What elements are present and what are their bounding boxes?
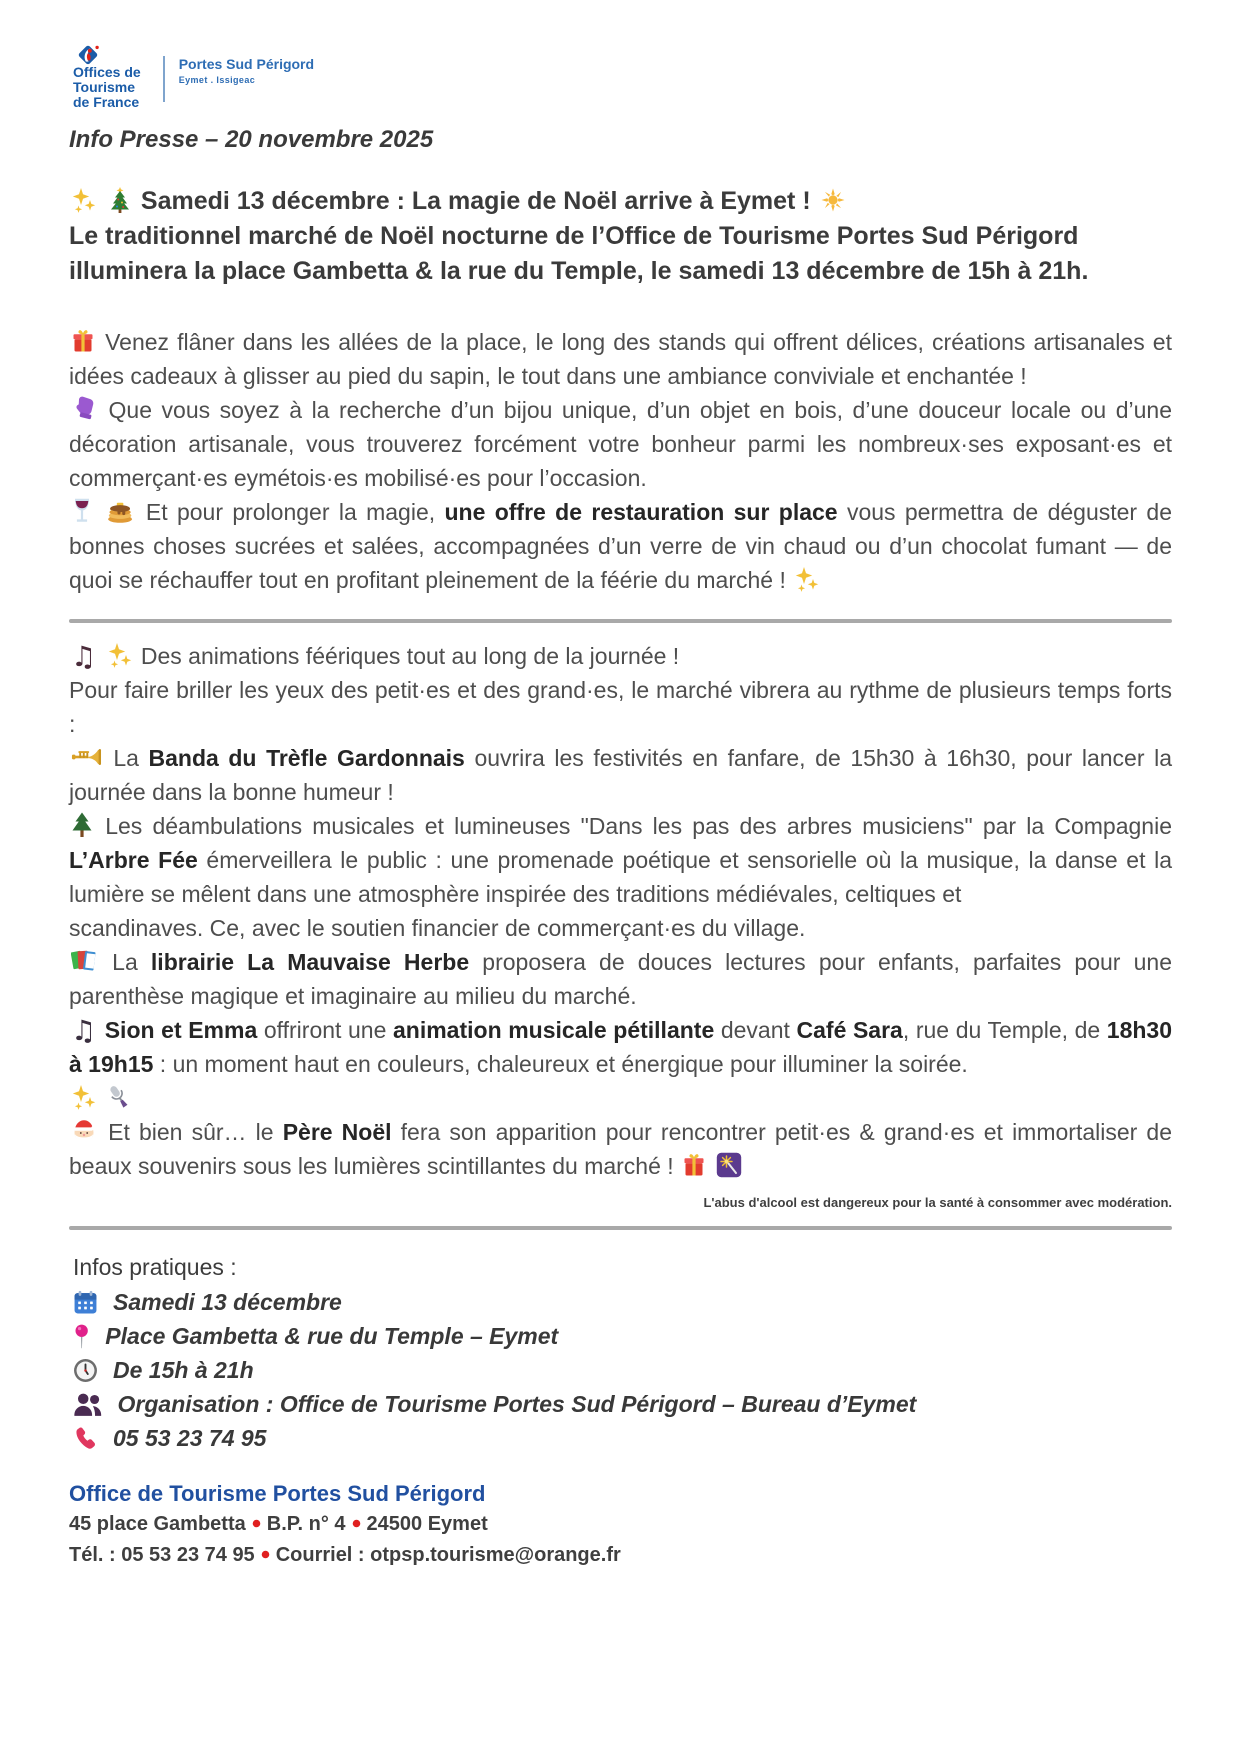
info-row-place xyxy=(71,1319,1172,1353)
infos-heading: Infos pratiques : xyxy=(73,1254,237,1280)
logo-brand-block xyxy=(179,44,314,85)
footer xyxy=(69,1481,1172,1569)
red-dot-icon xyxy=(248,1511,265,1538)
info-phone-label: 05 53 23 74 95 xyxy=(113,1424,267,1451)
logo-main xyxy=(73,44,141,110)
press-date-line: Info Presse – 20 novembre 2025 xyxy=(69,126,434,153)
paragraph-flaner: Venez flâner dans les allées de la place, le long des stands qui offrent délices, créations artisanales et idées cadeaux à glisser au pied du sapin, le tout dans une ambiance conviviale et enchantée ! xyxy=(69,325,1172,393)
sparkles-icon xyxy=(107,639,133,673)
info-row-hours xyxy=(71,1353,1172,1387)
logo-org-line: Offices de xyxy=(73,64,141,80)
gift-icon xyxy=(71,325,95,359)
musical-notes-icon: ♫ xyxy=(71,640,97,673)
sparkles-icon xyxy=(71,184,97,219)
pancakes-icon xyxy=(106,495,134,529)
calendar-icon xyxy=(73,1290,98,1315)
pine-tree-icon xyxy=(71,809,93,843)
people-icon xyxy=(73,1392,103,1417)
info-row-phone xyxy=(71,1421,1172,1455)
logo-block xyxy=(73,44,1172,110)
logo-divider xyxy=(163,56,165,102)
sparkles-icon xyxy=(71,1081,97,1115)
pin-icon xyxy=(73,1324,90,1349)
intro-paragraph: Le traditionnel marché de Noël nocturne de l’Office de Tourisme Portes Sud Périgord illuminera la place Gambetta & la rue du Temple, le samedi 13 décembre de 15h à 21h. xyxy=(69,222,1089,285)
info-row-date xyxy=(71,1285,1172,1319)
info-row-organisation xyxy=(71,1387,1172,1421)
section-divider-2 xyxy=(69,1226,1172,1230)
info-place-label: Place Gambetta & rue du Temple – Eymet xyxy=(105,1322,559,1349)
info-organisation-label: Organisation : Office de Tourisme Portes Sud Périgord – Bureau d’Eymet xyxy=(117,1390,917,1417)
books-icon xyxy=(71,945,97,979)
footer-org-name: Office de Tourisme Portes Sud Périgord xyxy=(69,1481,486,1506)
sparkles-icon xyxy=(794,563,820,597)
info-date-label: Samedi 13 décembre xyxy=(113,1288,342,1315)
page-title: Samedi 13 décembre : La magie de Noël arrive à Eymet ! xyxy=(69,184,1172,219)
trumpet-icon xyxy=(71,741,102,775)
alcohol-warning: L'abus d'alcool est dangereux pour la santé à consommer avec modération. xyxy=(703,1195,1172,1210)
wine-glass-icon xyxy=(71,495,93,529)
paragraph-briller: Pour faire briller les yeux des petit·es et des grand·es, le marché vibrera au rythme de plusieurs temps forts : xyxy=(69,677,1172,737)
logo-org-line: Tourisme xyxy=(73,79,135,95)
paragraph-pere-noel: Et bien sûr… le Père Noël fera son apparition pour rencontrer petit·es & grand·es et immortaliser de beaux souvenirs sous les lumières scintillantes du marché ! xyxy=(69,1115,1172,1183)
glove-icon xyxy=(71,393,97,427)
red-dot-icon xyxy=(257,1542,274,1569)
lead-section xyxy=(69,184,1172,289)
paragraph-librairie: La librairie La Mauvaise Herbe proposera de douces lectures pour enfants, parfaites pour une parenthèse magique et imaginaire au milieu du marché. xyxy=(69,945,1172,1013)
footer-contact: Tél. : 05 53 23 74 95 Courriel : otpsp.tourisme@orange.fr xyxy=(69,1542,1172,1569)
paragraph-bijou: Que vous soyez à la recherche d’un bijou unique, d’un objet en bois, d’une douceur locale ou d’une décoration artisanale, vous trouverez forcément votre bonheur parmi les nombreux·ses exposant·es et commerçant·es eymétois·es mobilisé·es pour l’occasion. xyxy=(69,393,1172,495)
music-note-icon: ♫ xyxy=(71,1014,97,1047)
santa-icon xyxy=(71,1115,97,1149)
logo-brand-name: Portes Sud Périgord xyxy=(178,56,315,72)
infos-pratiques-section xyxy=(69,1254,1172,1455)
logo-org-line: de France xyxy=(73,94,140,110)
animations-heading: ♫ Des animations féériques tout au long de la journée ! xyxy=(71,640,680,673)
section-divider xyxy=(69,619,1172,623)
paragraph-arbre-fee: Les déambulations musicales et lumineuses "Dans les pas des arbres musiciens" par la Compagnie L’Arbre Fée émerveillera le public : une promenade poétique et sensorielle où la musique, la danse et la lumière se mêlent dans une atmosphère inspirée des traditions médiévales, celtiques et scandinaves. Ce, avec le soutien financier de commerçant·es du village. xyxy=(69,809,1172,945)
clock-icon xyxy=(73,1358,98,1383)
paragraph-sion-emma: ♫ Sion et Emma offriront une animation musicale pétillante devant Café Sara, rue du Temple, de 18h30 à 19h15 : un moment haut en couleurs, chaleureux et énergique pour illuminer la soirée. xyxy=(69,1013,1172,1115)
footer-address: 45 place Gambetta B.P. n° 4 24500 Eymet xyxy=(69,1511,1172,1538)
glowing-star-icon xyxy=(820,184,846,219)
info-hours-label: De 15h à 21h xyxy=(113,1356,254,1383)
logo-brand-sub: Eymet . Issigeac xyxy=(178,75,256,85)
microphone-icon xyxy=(107,1081,131,1115)
gift-icon xyxy=(682,1149,706,1183)
paragraph-restauration: Et pour prolonger la magie, une offre de restauration sur place vous permettra de déguster de bonnes choses sucrées et salées, accompagnées d’un verre de vin chaud ou d’un chocolat fumant — de quoi se réchauffer tout en profitant pleinement de la féérie du marché ! xyxy=(69,495,1172,597)
logo-org-name xyxy=(73,65,141,110)
paragraph-banda: La Banda du Trèfle Gardonnais ouvrira les festivités en fanfare, de 15h30 à 16h30, pour lancer la journée dans la bonne humeur ! xyxy=(69,741,1172,809)
phone-icon xyxy=(73,1426,98,1451)
red-dot-icon xyxy=(348,1511,365,1538)
christmas-tree-icon xyxy=(108,184,132,219)
sparkler-icon xyxy=(716,1149,742,1183)
